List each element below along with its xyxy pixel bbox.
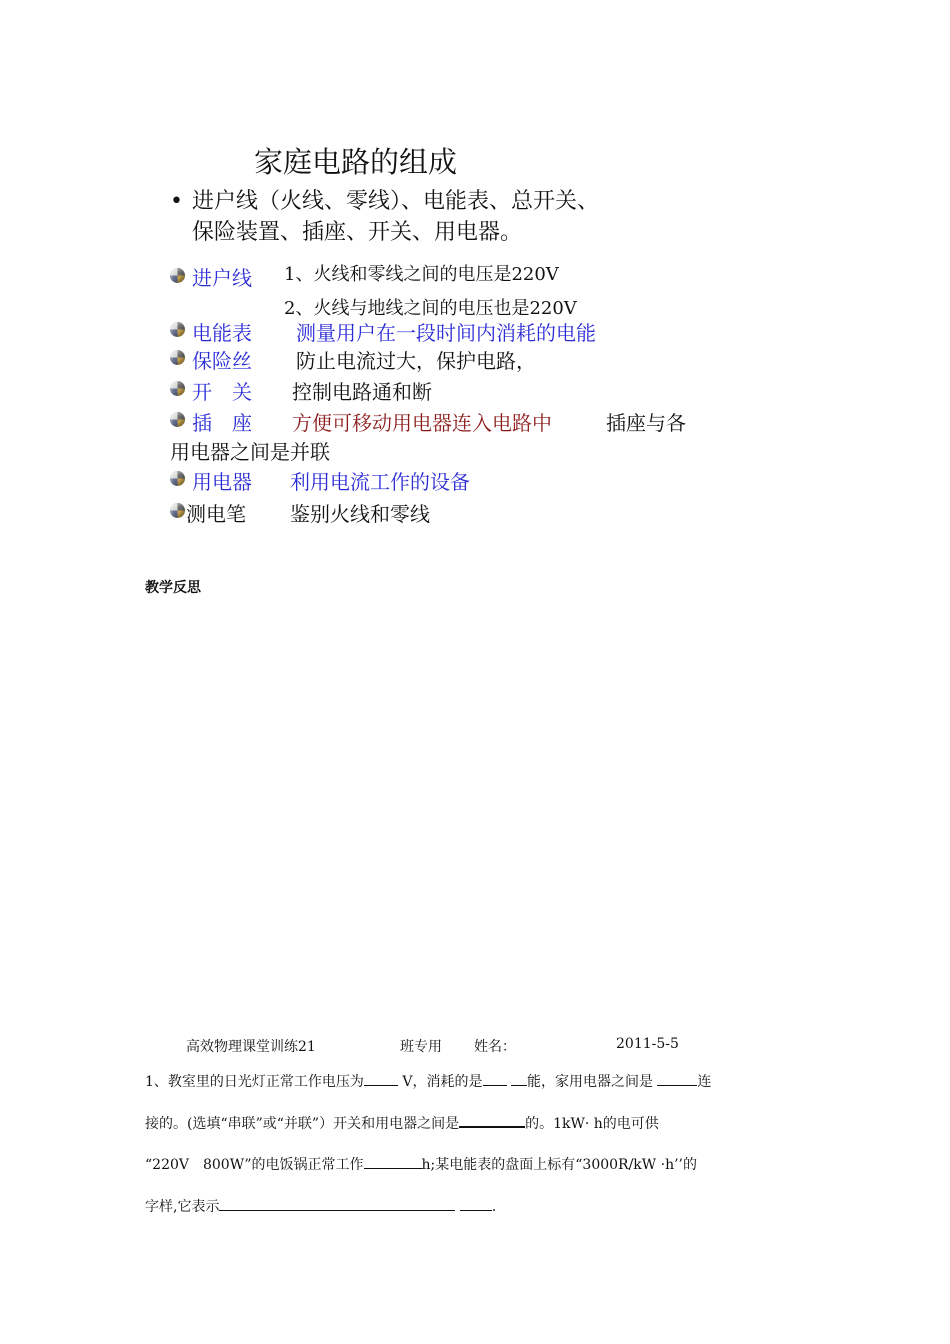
exercise-line-3 [145,1154,697,1174]
list-item [170,376,730,402]
item-desc-2: 2、火线与地线之间的电压也是220V [284,298,577,319]
exercise-text: V，消耗的是 [402,1074,483,1090]
item-extra: 插座与各 [606,411,686,435]
name-label: 姓名： [474,1039,516,1055]
date-label: 2011-5-5 [616,1036,679,1052]
exercise-title: 高效物理课堂训练21 [186,1039,316,1055]
list-item [170,262,730,322]
item-term: 开 关 [192,380,252,404]
bullet-ball-icon [170,503,185,518]
item-desc: 1、火线和零线之间的电压是220V [284,264,559,285]
item-term: 保险丝 [192,349,252,373]
exercise-text: 的。1kW· h的电可供 [525,1116,659,1132]
exercise-line-1 [145,1071,711,1091]
item-desc: 利用电流工作的设备 [290,470,470,494]
exercise-text: “220V 800W”的电饭锅正常工作 [145,1157,364,1173]
blank-hours [364,1154,422,1169]
bullet-ball-icon [170,471,185,486]
intro-line-2: 保险装置、插座、开关、用电器。 [192,220,523,245]
bullet-ball-icon [170,350,185,365]
section-heading: 教学反思 [145,580,201,596]
list-item [170,345,730,371]
item-desc: 鉴别火线和零线 [290,502,430,526]
item-extra-2: 用电器之间是并联 [170,440,330,464]
blank-energy-1 [483,1071,507,1086]
intro-line-1: 进户线（火线、零线）、电能表、总开关、 [192,189,600,214]
item-term: 测电笔 [186,502,246,526]
exercise-text: 1、教室里的日光灯正常工作电压为 [145,1074,364,1090]
list-item [170,498,730,524]
exercise-text: 连 [697,1074,712,1090]
list-item [170,407,730,463]
bullet-ball-icon [170,412,185,427]
blank-meaning-2 [460,1196,492,1211]
list-item [170,317,730,343]
bullet-ball-icon [170,381,185,396]
exercise-text: . [491,1199,497,1215]
bullet-ball-icon [170,322,185,337]
item-desc: 控制电路通和断 [292,380,432,404]
blank-connection [657,1071,697,1086]
item-term: 用电器 [192,470,252,494]
bullet-dot: • [170,189,183,214]
blank-switch-connection [459,1112,525,1128]
intro-bullet-item [170,186,730,248]
list-item [170,466,730,492]
exercise-text: 能，家用电器之间是 [526,1074,653,1090]
blank-meaning [219,1196,455,1211]
item-desc: 测量用户在一段时间内消耗的电能 [296,321,596,345]
exercise-line-4 [145,1196,496,1216]
blank-voltage [364,1071,398,1086]
item-term: 电能表 [192,321,252,345]
item-desc: 防止电流过大，保护电路， [296,349,536,373]
blank-energy-2 [511,1071,527,1086]
exercise-text: 字样,它表示 [145,1199,220,1215]
item-term: 进户线 [192,266,252,290]
exercise-text: 接的。(选填“串联”或“并联”）开关和用电器之间是 [145,1116,460,1132]
item-desc: 方便可移动用电器连入电路中 [292,411,552,435]
item-term: 插 座 [192,411,252,435]
class-label: 班专用 [400,1039,442,1055]
exercise-header [186,1036,706,1056]
bullet-ball-icon [170,268,185,283]
exercise-text: h;某电能表的盘面上标有“3000R/kW ·h’’的 [421,1157,697,1173]
page-title: 家庭电路的组成 [254,145,458,179]
exercise-line-2 [145,1112,659,1133]
